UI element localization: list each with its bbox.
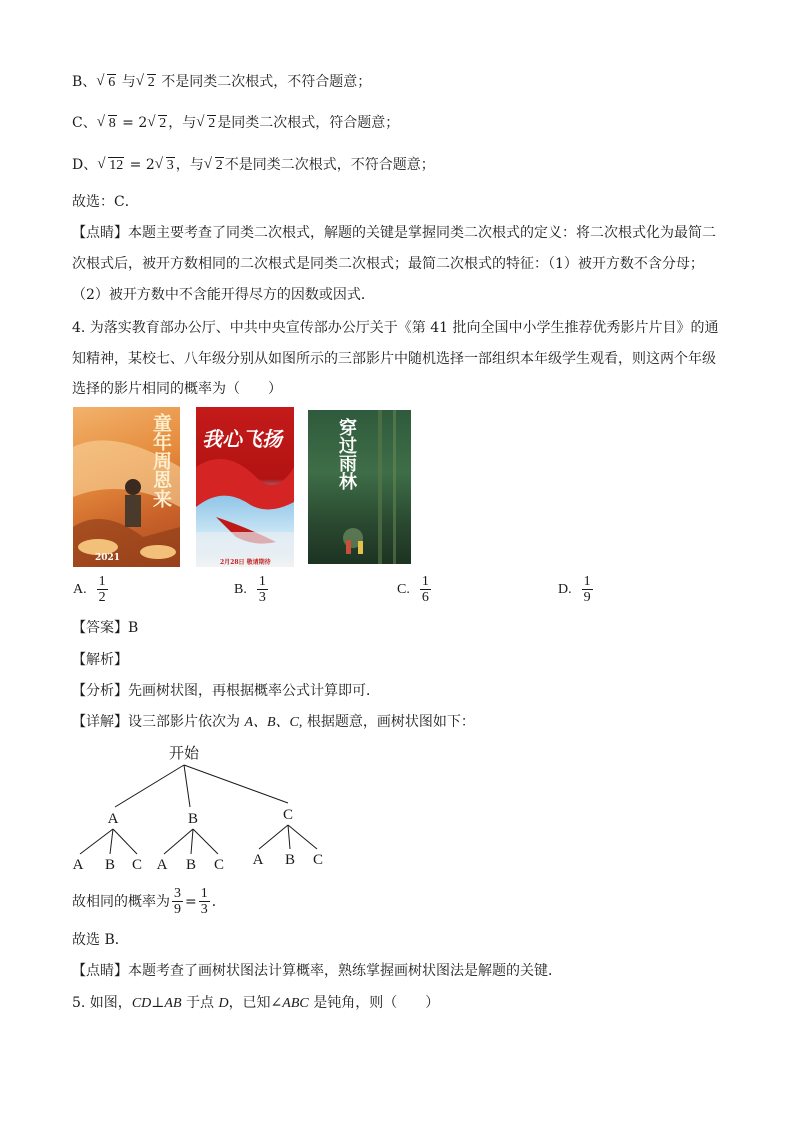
tip1-line2: 次根式后，被开方数相同的二次根式是同类二次根式；最简二次根式的特征：（1）被开方数不含分母；	[72, 256, 704, 272]
leaf: C	[312, 852, 324, 868]
option-label: B.	[234, 581, 247, 597]
radicand: 2	[208, 116, 216, 131]
poster-year: 2021	[95, 553, 121, 563]
branch	[164, 829, 193, 854]
sqrt-8	[97, 114, 117, 134]
fenxi: 【分析】先画树状图，再根据概率公式计算即可．	[72, 683, 380, 699]
leaf: A	[72, 857, 84, 873]
denominator: 3	[258, 590, 266, 605]
branch	[110, 829, 113, 854]
text: 与	[121, 74, 136, 90]
branch	[80, 829, 113, 854]
leaf: C	[131, 857, 143, 873]
variables: A、B、C,	[244, 715, 303, 730]
math: CD⊥AB	[131, 996, 182, 1011]
text: ．	[211, 893, 226, 910]
tip1-line3: （2）被开方数中不含能开得尽方的因数或因式．	[72, 287, 375, 303]
leaf: B	[284, 852, 296, 868]
label-c: C、	[72, 115, 97, 131]
tip2: 【点睛】本题考查了画树状图法计算概率，熟练掌握画树状图法是解题的关键．	[72, 963, 562, 979]
fraction	[199, 886, 210, 917]
branch	[288, 825, 290, 849]
option-d[interactable]	[558, 574, 595, 605]
radicand: 8	[108, 116, 116, 131]
analysis-heading: 【解析】	[72, 652, 128, 668]
sqrt-3	[155, 156, 175, 176]
poster-title: 我心飞扬	[202, 427, 282, 451]
option-a[interactable]	[73, 574, 110, 605]
sqrt-2	[204, 156, 224, 176]
q5	[72, 993, 439, 1014]
text: 于点	[181, 995, 219, 1011]
node-c: C	[282, 807, 294, 823]
radicand: 2	[159, 116, 167, 131]
sqrt-12	[97, 156, 124, 176]
branch	[184, 765, 190, 807]
sqrt-2	[196, 114, 216, 134]
node-a: A	[107, 811, 119, 827]
option-label: D.	[558, 581, 572, 597]
poster-childhood-zhou-enlai	[73, 407, 180, 567]
text: ，已知∠	[228, 995, 283, 1011]
fraction	[420, 574, 431, 605]
denominator: 9	[174, 902, 181, 917]
radicand: 6	[108, 75, 116, 90]
choose-b: 故选 B．	[72, 932, 129, 948]
option-b[interactable]	[234, 574, 270, 605]
equals: = 2	[125, 157, 155, 173]
numerator: 1	[258, 574, 266, 589]
fraction	[97, 574, 108, 605]
text: 是钝角，则（ ）	[308, 995, 440, 1011]
math: ABC	[282, 996, 309, 1011]
text: 故相同的概率为	[72, 893, 170, 910]
branch	[288, 825, 317, 849]
numerator: 1	[98, 574, 106, 589]
numerator: 1	[583, 574, 591, 589]
option-d-explanation	[72, 155, 435, 176]
radicand: 12	[109, 158, 124, 173]
answer: 【答案】B	[72, 620, 139, 636]
q4-line1: 4. 为落实教育部办公厅、中共中央宣传部办公厅关于《第 41 批向全国中小学生推荐优秀影片片目》的通	[72, 320, 719, 336]
branch	[184, 765, 288, 803]
denominator: 3	[200, 902, 208, 917]
node-b: B	[187, 811, 199, 827]
equals: =	[185, 893, 197, 910]
tip1-line1: 【点睛】本题主要考查了同类二次根式，解题的关键是掌握同类二次根式的定义：将二次根式化为最简二	[72, 225, 716, 241]
tree-root: 开始	[168, 746, 200, 762]
leaf: C	[213, 857, 225, 873]
label-b: B、	[72, 74, 97, 90]
poster-title: 穿过雨林	[336, 418, 357, 490]
math: D	[218, 996, 229, 1011]
branch	[115, 765, 184, 807]
option-c[interactable]	[397, 574, 433, 605]
fraction	[172, 886, 183, 917]
text: 5. 如图，	[72, 995, 132, 1011]
text: 根据题意，画树状图如下：	[302, 714, 475, 730]
poster-title: 童年周恩来	[150, 413, 172, 508]
text: ，与	[168, 115, 197, 131]
text: 不是同类二次根式，不符合题意；	[161, 74, 372, 90]
branch	[191, 829, 193, 854]
option-label: A.	[73, 581, 87, 597]
branch	[113, 829, 137, 854]
q4-line3: 选择的影片相同的概率为（ ）	[72, 381, 282, 397]
option-b-explanation	[72, 72, 371, 93]
fraction	[582, 574, 593, 605]
text: 是同类二次根式，符合题意；	[217, 115, 400, 131]
option-label: C.	[397, 581, 410, 597]
denominator: 6	[421, 590, 429, 605]
radicand: 2	[147, 75, 155, 90]
leaf: B	[104, 857, 116, 873]
branch	[193, 829, 218, 854]
leaf: A	[252, 852, 264, 868]
text: 【详解】设三部影片依次为	[72, 714, 245, 730]
detail	[72, 712, 475, 733]
fraction	[257, 574, 268, 605]
leaf: B	[185, 857, 197, 873]
text: ，与	[175, 157, 204, 173]
denominator: 9	[583, 590, 591, 605]
q4-line2: 知精神，某校七、八年级分别从如图所示的三部影片中随机选择一部组织本年级学生观看，则这两个年级	[72, 351, 716, 367]
poster-date: 2月28日 敬请期待	[220, 559, 271, 566]
poster-chuan-guo-yu-lin	[308, 410, 411, 564]
radicand: 2	[215, 158, 223, 173]
sqrt-2	[147, 114, 167, 134]
radicand: 3	[166, 158, 174, 173]
label-d: D、	[72, 157, 98, 173]
result	[72, 886, 226, 917]
numerator: 3	[174, 886, 181, 901]
numerator: 1	[421, 574, 429, 589]
poster-wo-xin-fei-yang	[196, 407, 294, 567]
text: 不是同类二次根式，不符合题意；	[224, 157, 435, 173]
choose-c: 故选：C．	[72, 194, 139, 210]
sqrt-2	[136, 73, 156, 93]
numerator: 1	[200, 886, 208, 901]
denominator: 2	[98, 590, 106, 605]
probability-tree	[60, 735, 360, 875]
leaf: A	[156, 857, 168, 873]
option-c-explanation	[72, 113, 399, 134]
equals: = 2	[117, 115, 148, 131]
sqrt-6	[96, 73, 116, 93]
branch	[259, 825, 288, 849]
